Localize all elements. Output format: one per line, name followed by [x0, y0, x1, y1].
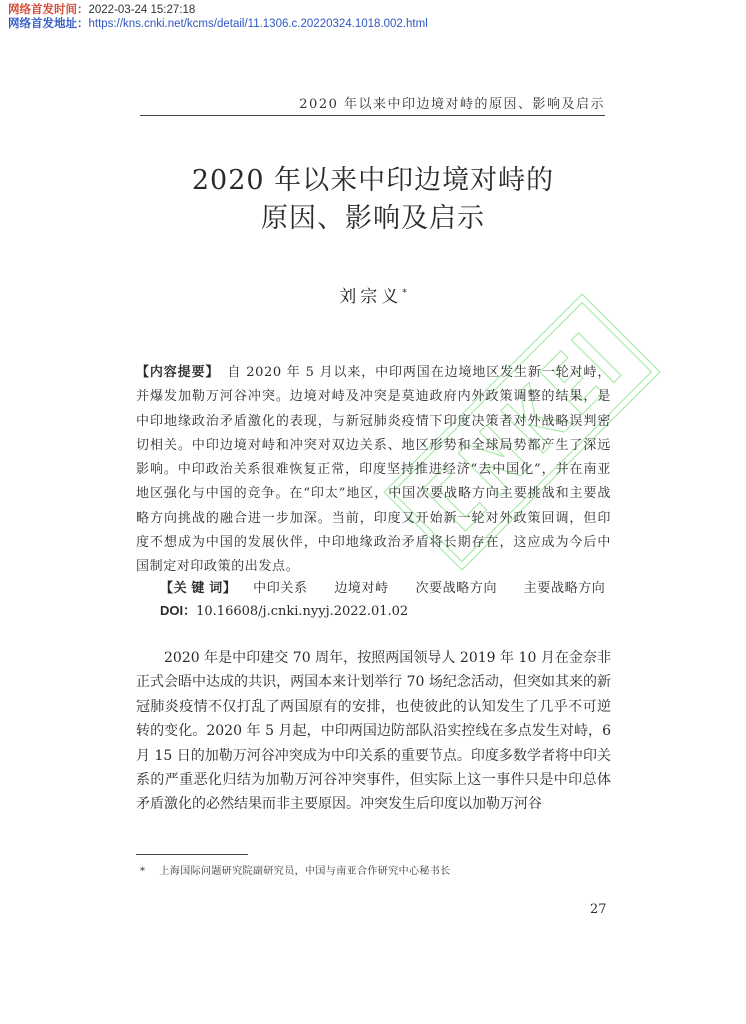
- doi-label: DOI：: [160, 603, 197, 618]
- footnote: [140, 862, 451, 877]
- publish-url-label: 网络首发地址：: [8, 18, 89, 30]
- keyword: 次要战略方向: [415, 581, 498, 596]
- online-publish-url: [8, 17, 428, 31]
- footnote-text: 上海国际问题研究院副研究员，中国与南亚合作研究中心秘书长: [159, 866, 451, 877]
- online-publish-time: [8, 3, 195, 17]
- doi-value: 10.16608/j.cnki.nyyj.2022.01.02: [196, 604, 409, 619]
- abstract-label: 【内容提要】: [136, 364, 220, 379]
- publish-time-value: 2022-03-24 15:27:18: [88, 4, 196, 16]
- publish-time-label: 网络首发时间：: [8, 4, 89, 16]
- abstract-text: 自 2020 年 5 月以来，中印两国在边境地区发生新一轮对峙，并爆发加勒万河谷冲突。边境对峙及冲突是莫迪政府内外政策调整的结果，是中印地缘政治矛盾激化的表现，与新冠肺炎疫情下印度决策者对外战略误判密切相关。中印边境对峙和冲突对双边关系、地区形势和全球局势都产生了深远影响。中印政治关系很难恢复正常，印度坚持推进经济“去中国化”，并在南亚地区强化与中国的竞争。在“印太”地区，中国次要战略方向主要挑战和主要战略方向挑战的融合进一步加深。当前，印度又开始新一轮对外政策回调，但印度不想成为中国的发展伙伴，中印地缘政治矛盾将长期存在，这应成为今后中国制定对印政策的出发点。: [136, 365, 611, 575]
- author-footnote-mark: *: [402, 288, 407, 299]
- footnote-divider: [136, 854, 248, 855]
- article-title-line2: 原因、影响及启示: [261, 203, 485, 234]
- author-name: 刘宗义: [339, 287, 403, 307]
- keyword: 中印关系: [253, 581, 308, 596]
- keyword: 主要战略方向: [523, 581, 606, 596]
- keyword: 边境对峙: [334, 581, 389, 596]
- footnote-mark: *: [140, 866, 146, 877]
- publish-url-link[interactable]: https://kns.cnki.net/kcms/detail/11.1306.c.20220324.1018.002.html: [88, 18, 428, 30]
- running-head: 2020 年以来中印边境对峙的原因、影响及启示: [140, 93, 605, 116]
- abstract: [136, 360, 611, 580]
- page-number: 27: [590, 902, 607, 917]
- doi: [160, 600, 408, 619]
- author: [0, 282, 746, 307]
- article-title-line1: 2020 年以来中印边境对峙的: [191, 165, 555, 196]
- keywords-label: 【关 键 词】: [160, 580, 237, 595]
- body-paragraph: 2020 年是中印建交 70 周年，按照两国领导人 2019 年 10 月在金奈非正式会晤中达成的共识，两国本来计划举行 70 场纪念活动，但突如其来的新冠肺炎疫情不仅打乱了两国原有的安排，也使彼此的认知发生了几乎不可逆转的变化。2020 年 5 月起，中印两国边防部队沿实控线在多点发生对峙，6 月 15 日的加勒万河谷冲突成为中印关系的重要节点。印度多数学者将中印关系的严重恶化归结为加勒万河谷冲突事件，但实际上这一事件只是中印总体矛盾激化的必然结果而非主要原因。冲突发生后印度以加勒万河谷: [136, 650, 611, 813]
- keywords: [160, 577, 627, 596]
